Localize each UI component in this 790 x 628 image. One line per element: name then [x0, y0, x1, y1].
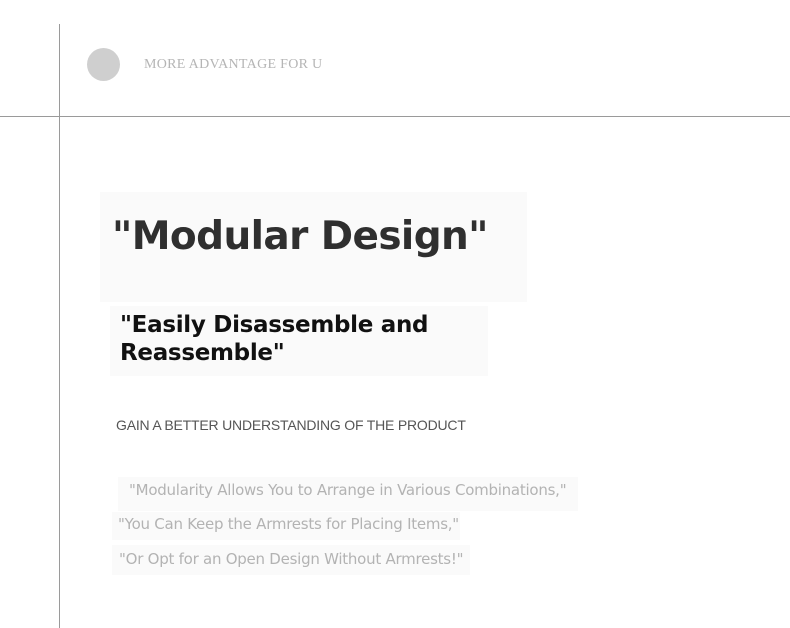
description-line-1: "Modularity Allows You to Arrange in Various Combinations,"	[129, 481, 567, 499]
circle-icon	[87, 48, 120, 81]
page-title: "Modular Design"	[112, 214, 488, 259]
horizontal-divider	[0, 116, 790, 117]
description-line-2: "You Can Keep the Armrests for Placing Items,"	[118, 515, 459, 533]
section-label: MORE ADVANTAGE FOR U	[144, 57, 323, 72]
vertical-divider	[59, 24, 60, 628]
description-line-3: "Or Opt for an Open Design Without Armrests!"	[119, 550, 464, 568]
product-caption: GAIN A BETTER UNDERSTANDING OF THE PRODUCT	[116, 417, 466, 433]
page-subtitle: "Easily Disassemble and Reassemble"	[120, 312, 429, 366]
